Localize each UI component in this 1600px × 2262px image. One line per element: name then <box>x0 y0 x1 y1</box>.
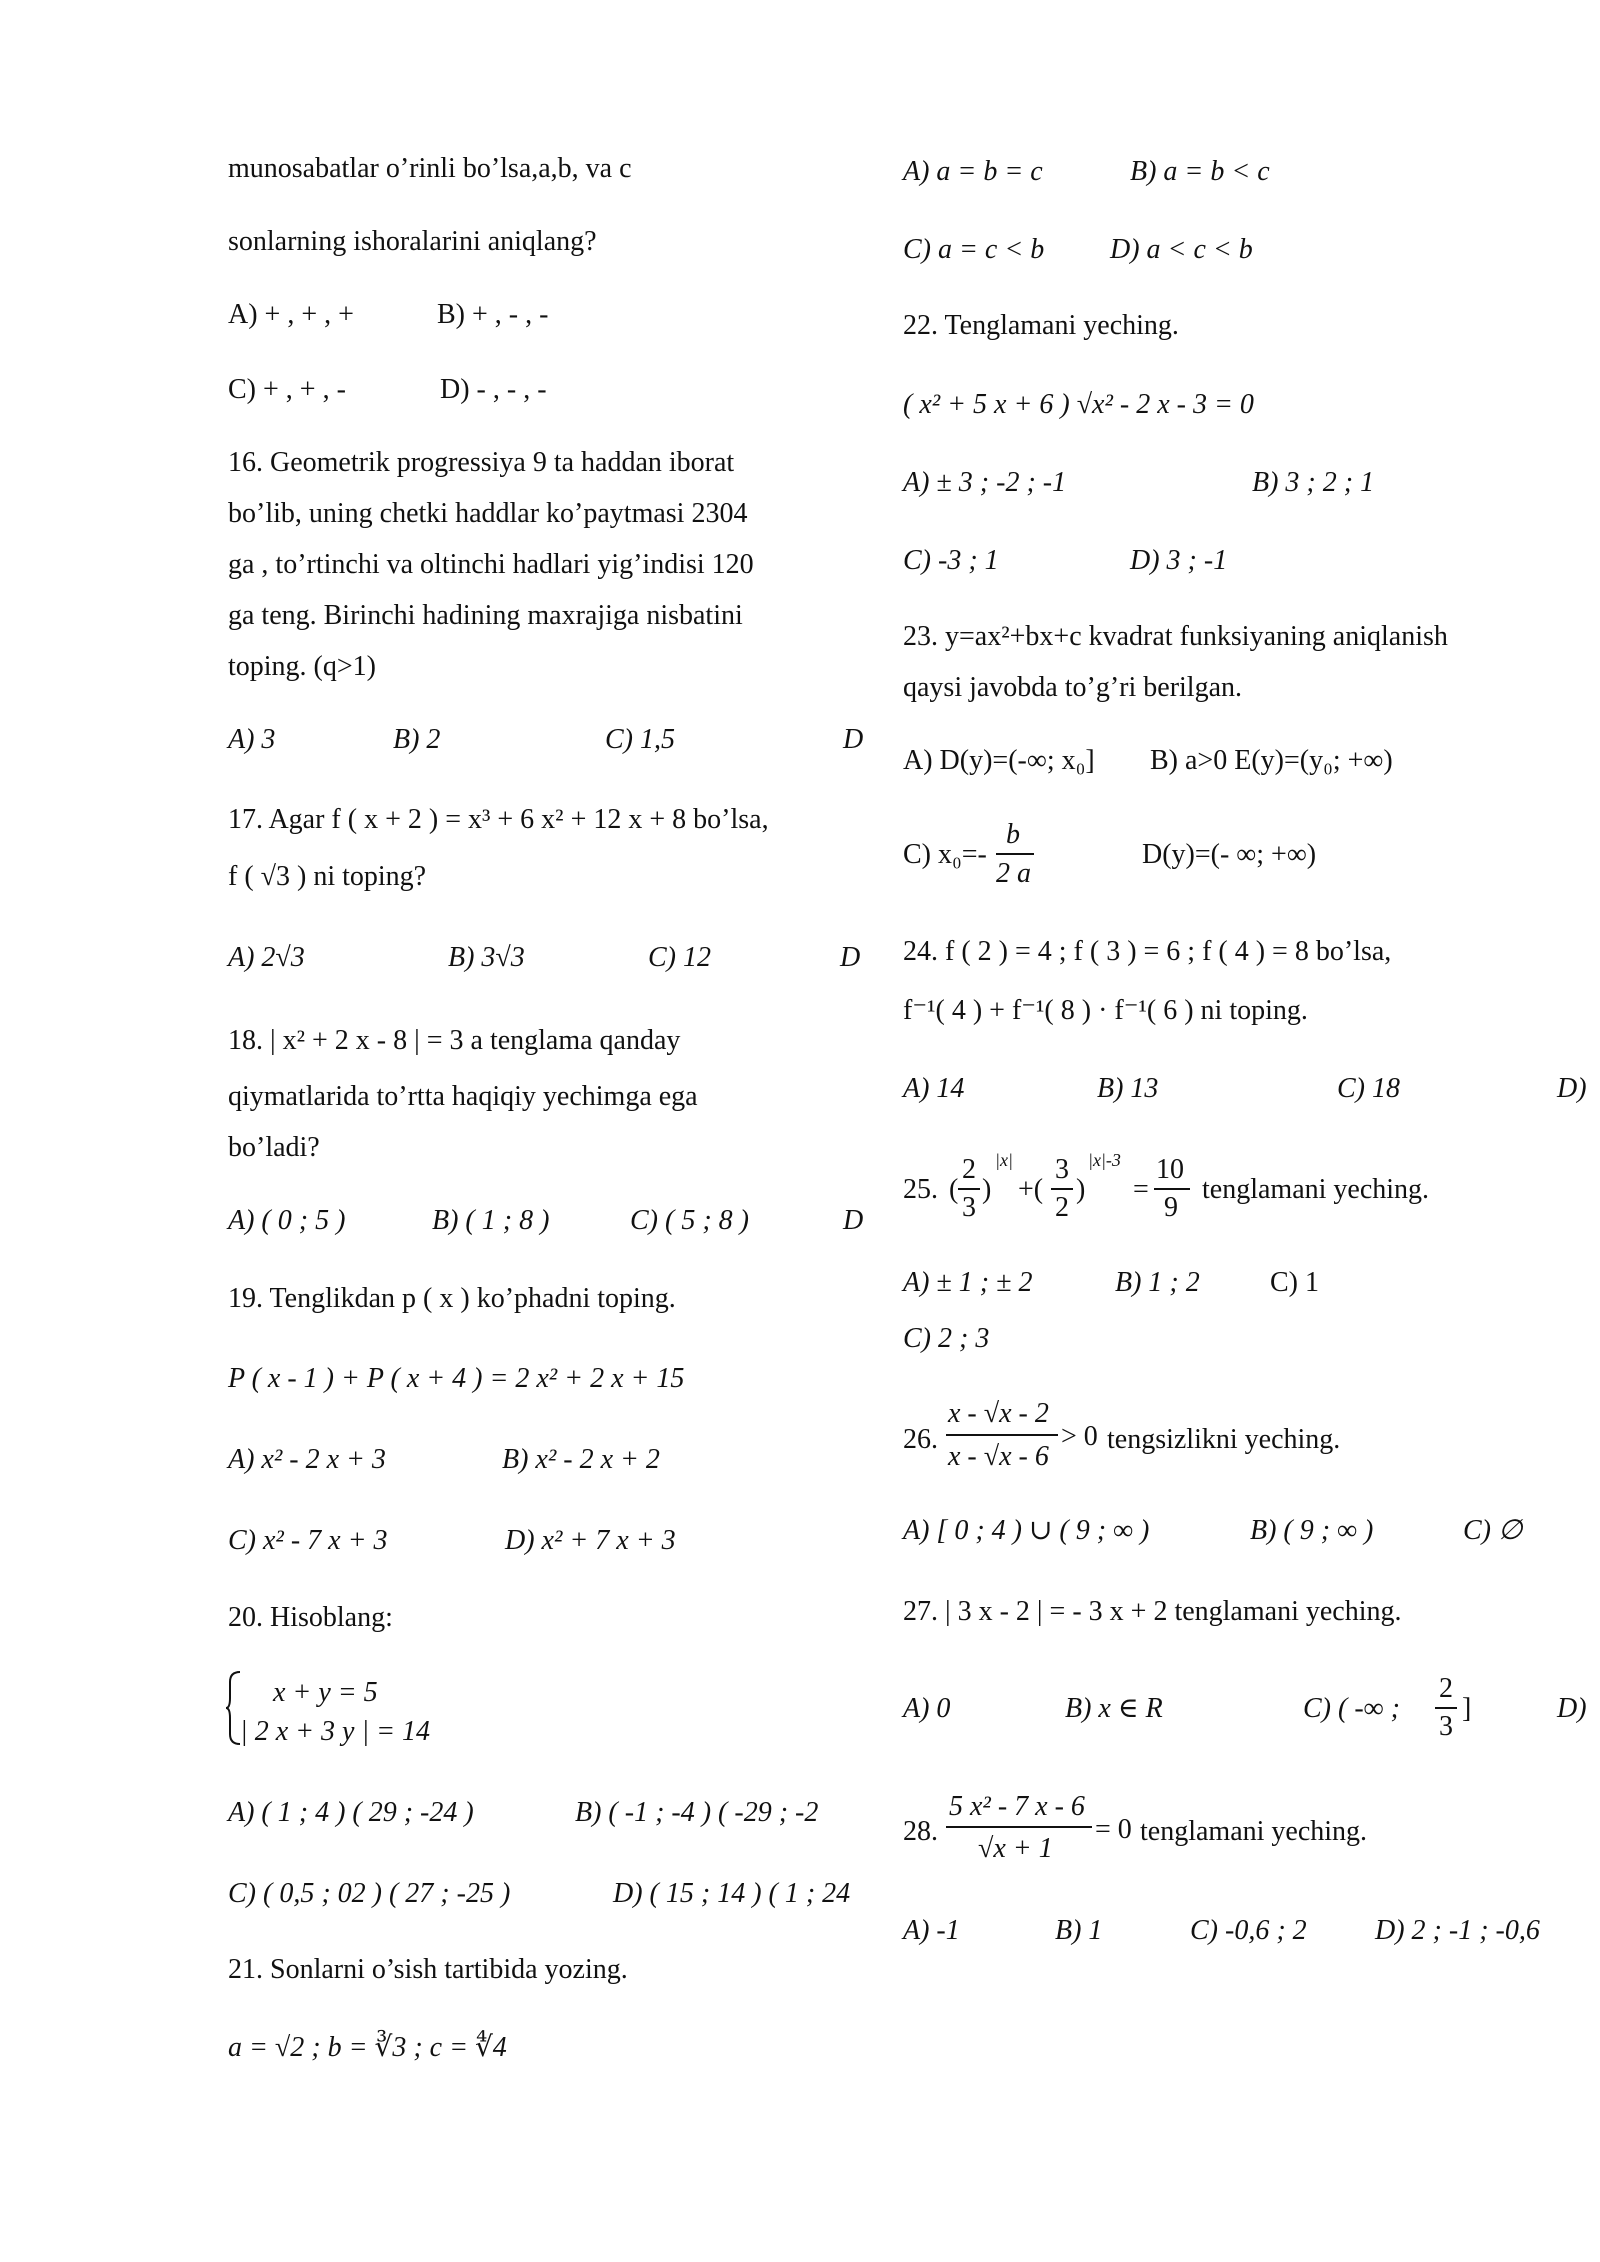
question-18-line: 18. | x² + 2 x - 8 | = 3 a tenglama qanday <box>228 1025 681 1056</box>
text-line: munosabatlar o’rinli bo’lsa,a,b, va c <box>228 153 632 184</box>
option-a: A) ± 1 ; ± 2 <box>903 1267 1033 1298</box>
fraction-bar <box>1154 1188 1190 1190</box>
question-16-line: bo’lib, uning chetki haddlar ko’paytmasi 2304 <box>228 498 748 529</box>
fraction-bar <box>946 1826 1092 1828</box>
system-equation: x + y = 5 <box>273 1677 378 1708</box>
option-c: C) ( 0,5 ; 02 ) ( 27 ; -25 ) <box>228 1878 511 1909</box>
option-b: B) x² - 2 x + 2 <box>502 1444 660 1475</box>
option-d: D) a < c < b <box>1110 234 1253 265</box>
question-28-label: 28. <box>903 1816 938 1847</box>
option-d: D) x² + 7 x + 3 <box>505 1525 676 1556</box>
inequality-sign: > 0 <box>1061 1421 1098 1452</box>
option-c: C) a = c < b <box>903 234 1045 265</box>
option-b: B) 3√3 <box>448 942 525 973</box>
equals-sign: = <box>1133 1174 1149 1205</box>
paren: ) <box>1076 1174 1086 1205</box>
option-c: C) -3 ; 1 <box>903 545 999 576</box>
question-16-line: ga , to’rtinchi va oltinchi hadlari yig’indisi 120 <box>228 549 754 580</box>
option-c: C) 1 <box>1270 1267 1319 1298</box>
option-a: A) [ 0 ; 4 ) ∪ ( 9 ; ∞ ) <box>903 1515 1150 1546</box>
fraction-numerator: 2 <box>1439 1673 1453 1704</box>
option-b: B) 1 <box>1055 1915 1103 1946</box>
system-equation: | 2 x + 3 y | = 14 <box>240 1716 431 1747</box>
option-a: A) x² - 2 x + 3 <box>228 1444 386 1475</box>
question-16-line: 16. Geometrik progressiya 9 ta haddan iborat <box>228 447 735 478</box>
option-c: C) x² - 7 x + 3 <box>228 1525 388 1556</box>
fraction-denominator: x - √x - 6 <box>948 1441 1049 1472</box>
option-d: D) 3 ; -1 <box>1130 545 1228 576</box>
fraction-denominator: 3 <box>1439 1711 1453 1742</box>
option-d: C) 2 ; 3 <box>903 1323 990 1354</box>
option-b: B) ( 9 ; ∞ ) <box>1250 1515 1374 1546</box>
option-d: D) <box>1557 1693 1587 1724</box>
option-b: B) 13 <box>1097 1073 1159 1104</box>
bracket: ] <box>1462 1693 1472 1724</box>
fraction-numerator: b <box>1006 819 1020 850</box>
option-d: D(y)=(- ∞; +∞) <box>1142 839 1317 870</box>
option-d: D) ( 15 ; 14 ) ( 1 ; 24 <box>613 1878 851 1909</box>
option-b: B) ( -1 ; -4 ) ( -29 ; -2 <box>575 1797 819 1828</box>
question-25-label: 25. <box>903 1174 938 1205</box>
paren: ) <box>982 1174 992 1205</box>
option-d: D <box>843 724 864 755</box>
paren: ( <box>949 1174 959 1205</box>
option-b: B) ( 1 ; 8 ) <box>432 1205 550 1236</box>
exponent: |x| <box>995 1150 1013 1170</box>
question-28-text: tenglamani yeching. <box>1140 1816 1368 1847</box>
option-a: A) -1 <box>903 1915 960 1946</box>
option-c: C) ( 5 ; 8 ) <box>630 1205 749 1236</box>
option-b: B) a = b < c <box>1130 156 1270 187</box>
option-c: C) -0,6 ; 2 <box>1190 1915 1307 1946</box>
question-23-line: qaysi javobda to’g’ri berilgan. <box>903 672 1243 703</box>
question-17-line: 17. Agar f ( x + 2 ) = x³ + 6 x² + 12 x + 8 bo’lsa, <box>228 804 769 835</box>
equation: a = √2 ; b = ∛3 ; c = ∜4 <box>228 2032 507 2063</box>
question-19-line: 19. Tenglikdan p ( x ) ko’phadni toping. <box>228 1283 676 1314</box>
option-c: C) 12 <box>648 942 711 973</box>
fraction-denominator: 3 <box>962 1192 976 1223</box>
equation: P ( x - 1 ) + P ( x + 4 ) = 2 x² + 2 x + 15 <box>228 1363 685 1394</box>
question-20-line: 20. Hisoblang: <box>228 1602 393 1633</box>
fraction-numerator: x - √x - 2 <box>948 1398 1049 1429</box>
fraction-bar <box>1051 1188 1073 1190</box>
question-21-line: 21. Sonlarni o’sish tartibida yozing. <box>228 1954 628 1985</box>
option-c: C) ∅ <box>1463 1515 1523 1546</box>
plus-sign: +( <box>1018 1174 1044 1205</box>
equals-sign: = 0 <box>1095 1814 1132 1845</box>
fraction-bar <box>946 1434 1058 1436</box>
option-a: A) 14 <box>903 1073 965 1104</box>
fraction-denominator: 2 <box>1055 1192 1069 1223</box>
option-a: A) ( 0 ; 5 ) <box>228 1205 346 1236</box>
exponent: |x|-3 <box>1088 1150 1121 1170</box>
option-a: A) D(y)=(-∞; x₀] <box>903 745 1095 776</box>
option-a: A) ± 3 ; -2 ; -1 <box>903 467 1067 498</box>
fraction-bar <box>1435 1707 1457 1709</box>
option-d: D <box>843 1205 864 1236</box>
option-c: C) + , + , - <box>228 374 346 405</box>
option-c: C) 18 <box>1337 1073 1400 1104</box>
question-18-line: qiymatlarida to’rtta haqiqiy yechimga ega <box>228 1081 698 1112</box>
option-a: A) + , + , + <box>228 299 354 330</box>
fraction-numerator: 5 x² - 7 x - 6 <box>949 1791 1085 1822</box>
fraction-numerator: 3 <box>1055 1154 1069 1185</box>
option-b: B) x ∈ R <box>1065 1693 1163 1724</box>
question-17-line: f ( √3 ) ni toping? <box>228 861 427 892</box>
question-26-label: 26. <box>903 1424 938 1455</box>
option-b: B) + , - , - <box>437 299 549 330</box>
option-b: B) 1 ; 2 <box>1115 1267 1200 1298</box>
question-16-line: ga teng. Birinchi hadining maxrajiga nisbatini <box>228 600 743 631</box>
option-b: B) 2 <box>393 724 441 755</box>
fraction-numerator: 10 <box>1156 1154 1184 1185</box>
option-d: D <box>840 942 861 973</box>
fraction-denominator: √x + 1 <box>978 1833 1053 1864</box>
fraction-numerator: 2 <box>962 1154 976 1185</box>
option-d: D) - , - , - <box>440 374 547 405</box>
question-23-line: 23. y=ax²+bx+c kvadrat funksiyaning aniqlanish <box>903 621 1448 652</box>
option-c-label: C) x₀=- <box>903 839 987 870</box>
question-25-text: tenglamani yeching. <box>1202 1174 1430 1205</box>
option-b: B) a>0 E(y)=(y₀; +∞) <box>1150 745 1393 776</box>
fraction-denominator: 2 a <box>996 858 1031 889</box>
fraction-bar <box>958 1188 980 1190</box>
option-d: D) 2 ; -1 ; -0,6 <box>1375 1915 1540 1946</box>
option-b: B) 3 ; 2 ; 1 <box>1252 467 1375 498</box>
option-a: A) 0 <box>903 1693 951 1724</box>
question-24-line: f⁻¹( 4 ) + f⁻¹( 8 ) · f⁻¹( 6 ) ni toping. <box>903 995 1308 1026</box>
question-22-line: 22. Tenglamani yeching. <box>903 310 1179 341</box>
question-18-line: bo’ladi? <box>228 1132 320 1163</box>
option-a: A) a = b = c <box>903 156 1043 187</box>
equation: ( x² + 5 x + 6 ) √x² - 2 x - 3 = 0 <box>903 389 1254 420</box>
question-16-line: toping. (q>1) <box>228 651 376 682</box>
option-a: A) ( 1 ; 4 ) ( 29 ; -24 ) <box>228 1797 474 1828</box>
question-26-text: tengsizlikni yeching. <box>1107 1424 1341 1455</box>
option-c: C) ( -∞ ; <box>1303 1693 1400 1724</box>
fraction-bar <box>996 853 1034 855</box>
question-27-line: 27. | 3 x - 2 | = - 3 x + 2 tenglamani yeching. <box>903 1596 1402 1627</box>
fraction-denominator: 9 <box>1164 1192 1178 1223</box>
option-a: A) 2√3 <box>228 942 305 973</box>
question-24-line: 24. f ( 2 ) = 4 ; f ( 3 ) = 6 ; f ( 4 ) = 8 bo’lsa, <box>903 936 1392 967</box>
option-d: D) <box>1557 1073 1587 1104</box>
option-c: C) 1,5 <box>605 724 675 755</box>
text-line: sonlarning ishoralarini aniqlang? <box>228 226 597 257</box>
option-a: A) 3 <box>228 724 276 755</box>
